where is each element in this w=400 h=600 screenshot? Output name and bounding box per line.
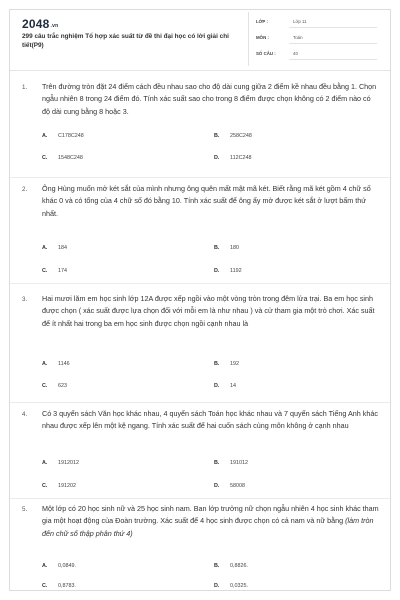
option-value: 0,8826. (230, 563, 248, 569)
meta-info-box (248, 12, 380, 66)
option-value: 14 (230, 383, 236, 389)
header-divider (10, 70, 390, 71)
option-letter: B. (214, 563, 220, 569)
option-letter: D. (214, 583, 220, 589)
option-d[interactable] (214, 383, 236, 389)
option-value: 0,8783. (58, 583, 76, 589)
option-letter: D. (214, 268, 220, 274)
option-value: C178C248 (58, 133, 84, 139)
option-letter: C. (42, 383, 48, 389)
option-value: 1548C248 (58, 155, 83, 161)
question-text-main: Một lớp có 20 học sinh nữ và 25 học sinh nam. Ban lớp trưởng nữ chọn ngẫu nhiên 4 học sinh khác tham gia một hoạt động của Đoàn trường. Xác suất để 4 học sinh được chọn có cả nam và nữ bằng (42, 504, 379, 526)
question-separator (10, 498, 390, 499)
meta-key: MÔN : (256, 35, 269, 40)
option-value: 112C248 (230, 155, 252, 161)
question-number: 3. (22, 296, 28, 303)
option-letter: C. (42, 583, 48, 589)
option-b[interactable] (214, 460, 248, 466)
option-letter: B. (214, 460, 220, 466)
option-c[interactable] (42, 268, 67, 274)
option-d[interactable] (214, 155, 251, 161)
option-a[interactable] (42, 460, 79, 466)
document-header (10, 10, 392, 68)
option-value: 180 (230, 245, 239, 251)
question-1 (10, 81, 390, 177)
option-letter: A. (42, 460, 48, 466)
logo-text: 2048 (22, 17, 50, 31)
question-text: Ông Hùng muốn mở két sắt của mình nhưng ông quên mất mật mã két. Biết rằng mã két gồm 4 chữ số khác 0 và có tổng của 4 chữ số đó bằng 10. Tính xác suất để ông ấy mở được két sắt ở lượt bấm thứ nhất. (42, 184, 371, 218)
meta-row-subject (249, 30, 381, 46)
meta-value: 40 (293, 51, 298, 56)
question-number: 2. (22, 186, 28, 193)
option-d[interactable] (214, 483, 245, 489)
question-separator (10, 402, 390, 403)
option-letter: A. (42, 133, 48, 139)
logo-suffix: .vn (50, 23, 59, 29)
document-page (9, 9, 391, 591)
option-value: 0,0849. (58, 563, 76, 569)
option-letter: C. (42, 268, 48, 274)
meta-key: SỐ CÂU : (256, 51, 276, 56)
option-c[interactable] (42, 483, 76, 489)
option-letter: A. (42, 361, 48, 367)
meta-value: Lớp 11 (293, 19, 307, 24)
question-text: Trên đường tròn đặt 24 điểm cách đều nhau sao cho độ dài cung giữa 2 điểm kề nhau đều bằng 1. Chọn ngẫu nhiên 8 trong 24 điểm đó. Tính xác suất sao cho trong 8 điểm được chọn không có 2 điểm nào có độ dài cung bằng 8 hoặc 3. (42, 82, 377, 116)
option-b[interactable] (214, 563, 248, 569)
option-value: 1146 (58, 361, 70, 367)
option-letter: B. (214, 133, 220, 139)
option-c[interactable] (42, 155, 83, 161)
question-number: 5. (22, 506, 28, 513)
option-d[interactable] (214, 583, 248, 589)
option-value: 623 (58, 383, 67, 389)
option-letter: D. (214, 155, 220, 161)
meta-underline (289, 27, 377, 28)
option-letter: B. (214, 245, 220, 251)
document-title: 299 câu trắc nghiệm Tổ hợp xác suất từ đề thi đại học có lời giải chi tiết(P9) (22, 33, 229, 49)
option-letter: A. (42, 245, 48, 251)
option-value: 1912012 (58, 460, 79, 466)
question-separator (10, 283, 390, 284)
option-value: 192 (230, 361, 239, 367)
option-value: 1192 (230, 268, 242, 274)
option-a[interactable] (42, 563, 76, 569)
option-value: 174 (58, 268, 67, 274)
option-b[interactable] (214, 361, 239, 367)
option-b[interactable] (214, 245, 239, 251)
question-2 (10, 183, 390, 281)
meta-value: Toán (293, 35, 303, 40)
question-number: 4. (22, 411, 28, 418)
question-3 (10, 293, 390, 403)
meta-row-class (249, 14, 381, 30)
option-b[interactable] (214, 133, 252, 139)
question-note: (làm tròn đến chữ số thập phân thứ 4) (42, 516, 374, 538)
meta-row-question-count (249, 46, 381, 62)
option-letter: C. (42, 483, 48, 489)
option-value: 191202 (58, 483, 76, 489)
option-letter: D. (214, 383, 220, 389)
option-value: 0,0325. (230, 583, 248, 589)
option-letter: D. (214, 483, 220, 489)
question-number: 1. (22, 84, 28, 91)
option-value: 58008 (230, 483, 245, 489)
option-value: 184 (58, 245, 67, 251)
meta-underline (289, 59, 377, 60)
meta-key: LỚP : (256, 19, 268, 24)
option-letter: C. (42, 155, 48, 161)
option-c[interactable] (42, 583, 76, 589)
question-text (42, 503, 380, 540)
question-separator (10, 177, 390, 178)
question-5 (10, 503, 390, 591)
option-letter: A. (42, 563, 48, 569)
option-a[interactable] (42, 133, 84, 139)
option-d[interactable] (214, 268, 242, 274)
option-a[interactable] (42, 245, 67, 251)
option-value: 258C248 (230, 133, 252, 139)
option-letter: B. (214, 361, 220, 367)
meta-underline (289, 43, 377, 44)
option-value: 191012 (230, 460, 248, 466)
option-a[interactable] (42, 361, 70, 367)
site-logo[interactable] (22, 17, 58, 31)
question-text: Có 3 quyển sách Văn học khác nhau, 4 quyển sách Toán học khác nhau và 7 quyển sách Tiếng Anh khác nhau được xếp lên một kệ ngang. Tính xác suất để hai cuốn sách cùng môn không ở cạnh nhau (42, 409, 378, 431)
question-text: Hai mươi lăm em học sinh lớp 12A được xếp ngồi vào một vòng tròn trong đêm lửa trại. Ba em học sinh được chọn ( xác suất được lựa chọn đối với mỗi em là như nhau ) và cử tham gia một trò chơi. Xác suất để ít nhất hai trong ba em học sinh được chọn ngồi cạnh nhau là (42, 294, 375, 328)
question-4 (10, 408, 390, 494)
option-c[interactable] (42, 383, 67, 389)
